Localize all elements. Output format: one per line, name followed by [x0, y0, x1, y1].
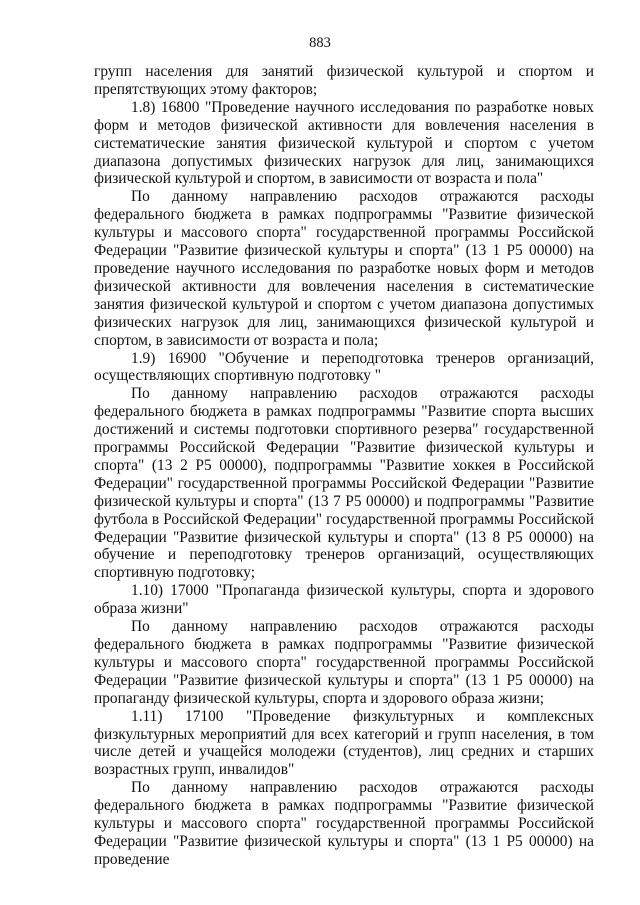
paragraph: По данному направлению расходов отражаются расходы федерального бюджета в рамках подпрограммы "Развитие спорта высших достижений и системы подготовки спортивного резерва" государственной программы Российской Федерации "Развитие физической культуры и спорта" (13 2 Р5 00000), подпрограммы "Развитие хоккея в Российской Федерации" государственной программы Российской Федерации "Развитие физической культуры и спорта" (13 7 Р5 00000) и подпрограммы "Развитие футбола в Российской Федерации" государственной программы Российской Федерации "Развитие физической культуры и спорта" (13 8 Р5 00000) на обучение и переподготовку тренеров организаций, осуществляющих спортивную подготовку;: [94, 385, 594, 582]
paragraph: 1.9) 16900 "Обучение и переподготовка тренеров организаций, осуществляющих спортивную подготовку ": [94, 349, 594, 385]
paragraph: 1.10) 17000 "Пропаганда физической культуры, спорта и здорового образа жизни": [94, 582, 594, 618]
paragraph: По данному направлению расходов отражаются расходы федерального бюджета в рамках подпрограммы "Развитие физической культуры и массового спорта" государственной программы Российской Федерации "Развитие физической культуры и спорта" (13 1 Р5 00000) на проведение: [94, 779, 594, 868]
paragraph: 1.8) 16800 "Проведение научного исследования по разработке новых форм и методов физической активности для вовлечения населения в систематические занятия физической культурой и спортом с учетом диапазона допустимых физических нагрузок для лиц, занимающихся физической культурой и спортом, в зависимости от возраста и пола": [94, 98, 594, 188]
paragraph: 1.11) 17100 "Проведение физкультурных и комплексных физкультурных мероприятий для всех категорий и групп населения, в том числе детей и учащейся молодежи (студентов), лиц средних и старших возрастных групп, инвалидов": [94, 707, 594, 779]
page-number: 883: [309, 35, 331, 51]
document-body: [94, 63, 594, 869]
paragraph: По данному направлению расходов отражаются расходы федерального бюджета в рамках подпрограммы "Развитие физической культуры и массового спорта" государственной программы Российской Федерации "Развитие физической культуры и спорта" (13 1 Р5 00000) на пропаганду физической культуры, спорта и здорового образа жизни;: [94, 618, 594, 707]
paragraph: групп населения для занятий физической культурой и спортом и препятствующих этому факторов;: [94, 63, 594, 98]
paragraph: По данному направлению расходов отражаются расходы федерального бюджета в рамках подпрограммы "Развитие физической культуры и массового спорта" государственной программы Российской Федерации "Развитие физической культуры и спорта" (13 1 Р5 00000) на проведение научного исследования по разработке новых форм и методов физической активности для вовлечения населения в систематические занятия физической культурой и спортом с учетом диапазона допустимых физических нагрузок для лиц, занимающихся физической культурой и спортом, в зависимости от возраста и пола;: [94, 188, 594, 349]
